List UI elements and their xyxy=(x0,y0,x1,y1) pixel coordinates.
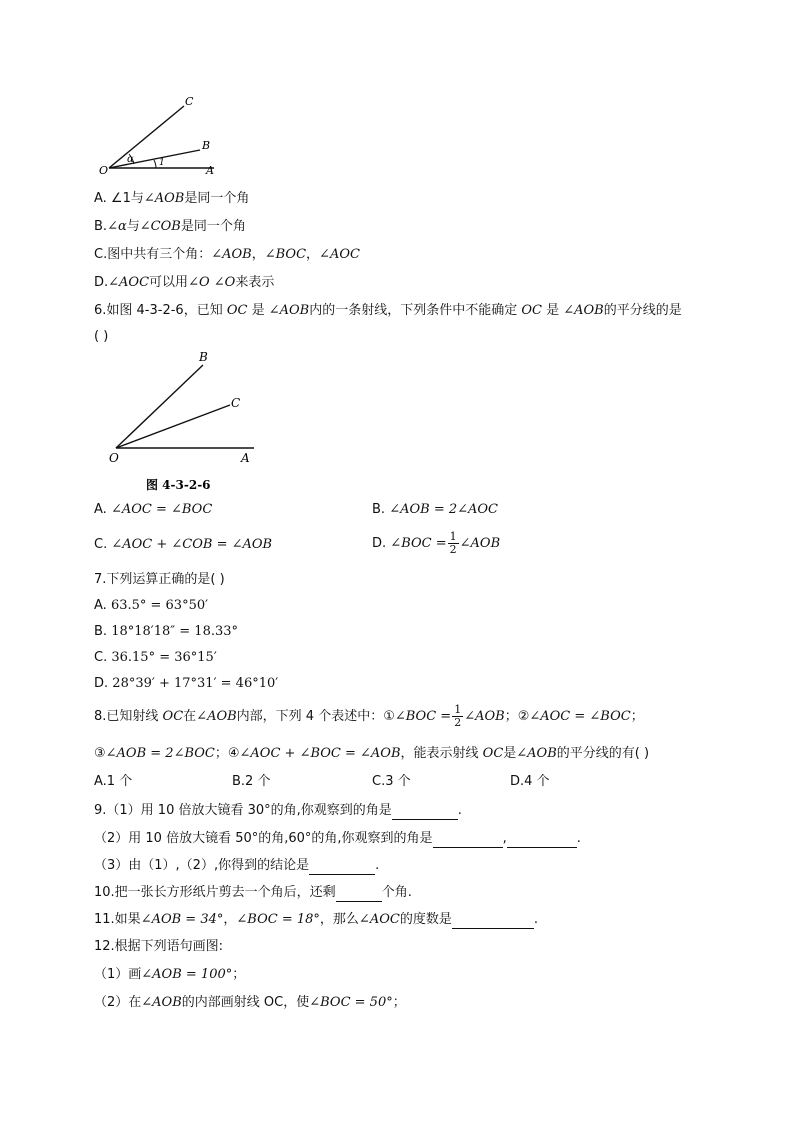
q5-d-math-3: ∠O xyxy=(213,275,236,290)
q11-text: 11.如果 xyxy=(94,912,141,927)
q8-aob-2: ∠AOB xyxy=(516,746,557,761)
q8-stem-line-2 xyxy=(94,745,649,763)
q11 xyxy=(94,911,538,929)
q11-text-end: . xyxy=(533,912,538,927)
answer-blank[interactable] xyxy=(433,834,503,848)
label-b: B xyxy=(202,139,211,152)
q7-option-b xyxy=(94,623,238,641)
q12-text-3: 的内部画射线 OC，使 xyxy=(181,995,310,1010)
q7-d-math: 28°39′ + 17°31′ = 46°10′ xyxy=(112,676,279,691)
q8-option-b: B.2 个 xyxy=(232,774,271,789)
q9-part-2 xyxy=(94,830,581,848)
q12-text-1-end: ； xyxy=(232,967,246,982)
q5-a-text-2: 是同一个角 xyxy=(184,191,250,206)
q6-oc-2: OC xyxy=(521,303,542,318)
q8-expr-3: ∠AOB = 2∠BOC xyxy=(105,746,215,761)
q7-c-math: 36.15° = 36°15′ xyxy=(111,650,217,665)
q5-b-text: B. xyxy=(94,219,108,234)
q10-text-end: 个角. xyxy=(381,885,412,900)
q6-b-math: ∠AOB = 2∠AOC xyxy=(389,502,499,517)
q8-option-c: C.3 个 xyxy=(372,774,411,789)
q8-expr-1-lhs: ∠BOC = xyxy=(394,709,452,724)
q9-text-2-sep: , xyxy=(502,831,507,846)
fraction-half xyxy=(448,531,459,556)
q11-expr-2: ∠BOC = 18° xyxy=(236,912,320,927)
fraction-numerator: 1 xyxy=(454,703,462,716)
q7-a-label: A. xyxy=(94,598,107,613)
label-alpha: α xyxy=(127,154,134,165)
q5-d-text-3: 来表示 xyxy=(235,275,275,290)
answer-blank[interactable] xyxy=(452,915,534,929)
label-a: A xyxy=(206,164,214,177)
q9-text-3-end: . xyxy=(375,858,380,873)
q6-b-label: B. xyxy=(372,502,386,517)
q5-d-math: ∠AOC xyxy=(108,275,150,290)
q12-text-2-end: ； xyxy=(392,995,406,1010)
q12-text-1: （1）画 xyxy=(94,967,142,982)
q5-c-math: ∠AOB xyxy=(211,247,252,262)
q7-option-a xyxy=(94,597,208,615)
answer-blank[interactable] xyxy=(336,888,382,902)
q8-oc: OC xyxy=(162,709,184,724)
q5-d-text-2: 可以用 xyxy=(149,275,189,290)
q5-b-math: ∠α xyxy=(107,219,127,234)
q8-text-8: ，能表示射线 xyxy=(400,746,483,761)
q8-text-3: 内部，下列 4 个表述中：① xyxy=(236,709,395,724)
q9-part-3 xyxy=(94,857,379,875)
fraction-half xyxy=(452,704,463,729)
q5-c-sep-2: ， xyxy=(306,247,320,262)
q6-c-label: C. xyxy=(94,537,108,552)
q6-a-math: ∠AOC = ∠BOC xyxy=(110,502,213,517)
label-c: C xyxy=(185,95,194,108)
label-o: O xyxy=(99,164,109,177)
q8-text-4: ；② xyxy=(504,709,530,724)
q7-b-label: B. xyxy=(94,624,108,639)
q12-expr-1: ∠AOB = 100° xyxy=(141,967,233,982)
answer-blank[interactable] xyxy=(309,861,375,875)
q5-b-math-2: ∠COB xyxy=(139,219,181,234)
q8-text-9: 是 xyxy=(503,746,517,761)
q11-expr-3: ∠AOC xyxy=(358,912,400,927)
q9-text-1-end: . xyxy=(457,803,462,818)
label-c: C xyxy=(231,396,241,410)
q6-stem-text: 6.如图 4-3-2-6，已知 xyxy=(94,303,227,318)
label-1: 1 xyxy=(159,158,165,168)
q5-option-d xyxy=(94,274,274,292)
label-a: A xyxy=(241,451,250,465)
fraction-denominator: 2 xyxy=(449,543,457,556)
q6-stem xyxy=(94,302,682,320)
q6-stem-text-3: 内的一条射线，下列条件中不能确定 xyxy=(309,303,522,318)
q6-stem-text-2: 是 xyxy=(247,303,269,318)
q5-b-text-3: 是同一个角 xyxy=(180,219,246,234)
q5-c-sep: ， xyxy=(251,247,265,262)
answer-blank[interactable] xyxy=(507,834,577,848)
label-o: O xyxy=(109,451,119,465)
ray-oc xyxy=(109,106,184,168)
q6-option-c xyxy=(94,536,272,554)
q9-text-3: （3）由（1）,（2）,你得到的结论是 xyxy=(94,858,310,873)
q11-sep: ， xyxy=(223,912,237,927)
fraction-denominator: 2 xyxy=(454,716,462,729)
arc-1 xyxy=(154,160,156,168)
q5-option-c xyxy=(94,246,360,264)
q9-part-1 xyxy=(94,802,462,820)
q8-expr-4: ∠AOC + ∠BOC = ∠AOB xyxy=(239,746,401,761)
q6-d-math-2: ∠AOB xyxy=(459,536,501,551)
q9-text-1: 9.（1）用 10 倍放大镜看 30°的角,你观察到的角是 xyxy=(94,803,392,818)
q7-option-c xyxy=(94,649,217,667)
q6-answer-paren: ( ) xyxy=(94,329,109,344)
q6-stem-text-5: 的平分线的是 xyxy=(603,303,682,318)
q7-b-math: 18°18′18″ = 18.33° xyxy=(111,624,239,639)
q5-a-text: A. ∠1与 xyxy=(94,191,144,206)
q5-b-text-2: 与 xyxy=(126,219,140,234)
q6-stem-text-4: 是 xyxy=(541,303,564,318)
q6-option-b xyxy=(372,501,498,519)
q12-expr-2: ∠AOB xyxy=(141,995,182,1010)
ray-oc xyxy=(116,405,230,448)
q5-c-math-2: ∠BOC xyxy=(264,247,307,262)
q7-a-math: 63.5° = 63°50′ xyxy=(110,598,209,613)
q12-expr-3: ∠BOC = 50° xyxy=(309,995,393,1010)
q12-stem: 12.根据下列语句画图: xyxy=(94,939,224,954)
q8-option-a: A.1 个 xyxy=(94,774,133,789)
q6-oc: OC xyxy=(226,303,248,318)
q5-c-text: C.图中共有三个角： xyxy=(94,247,212,262)
q6-a-label: A. xyxy=(94,502,107,517)
q6-d-label: D. xyxy=(372,536,387,551)
q8-text-7: ；④ xyxy=(214,746,240,761)
q5-option-a xyxy=(94,190,249,208)
q12-text-2: （2）在 xyxy=(94,995,142,1010)
q8-text-5: ； xyxy=(630,709,644,724)
q8-option-d: D.4 个 xyxy=(510,774,550,789)
q10 xyxy=(94,884,412,902)
q6-option-d xyxy=(372,530,500,558)
answer-blank[interactable] xyxy=(392,806,458,820)
q8-text-10: 的平分线的有( ) xyxy=(556,746,650,761)
q7-option-d xyxy=(94,675,278,693)
q8-aob: ∠AOB xyxy=(196,709,237,724)
q7-d-label: D. xyxy=(94,676,109,691)
q7-stem: 7.下列运算正确的是( ) xyxy=(94,572,225,587)
fraction-numerator: 1 xyxy=(449,530,457,543)
q12-part-2 xyxy=(94,994,406,1012)
q5-option-b xyxy=(94,218,246,236)
angle-figure-2 xyxy=(100,345,270,495)
label-b: B xyxy=(199,350,208,364)
q6-d-math: ∠BOC = xyxy=(390,536,447,551)
q8-text-6: ③ xyxy=(94,746,106,761)
q8-stem-line-1 xyxy=(94,703,644,731)
q9-text-2: （2）用 10 倍放大镜看 50°的角,60°的角,你观察到的角是 xyxy=(94,831,433,846)
q6-aob: ∠AOB xyxy=(268,303,310,318)
q10-text: 10.把一张长方形纸片剪去一个角后，还剩 xyxy=(94,885,336,900)
q8-oc-2: OC xyxy=(482,746,504,761)
q12-part-1 xyxy=(94,966,245,984)
q9-text-2-end: . xyxy=(576,831,581,846)
q8-expr-2: ∠AOC = ∠BOC xyxy=(529,709,631,724)
q5-c-math-3: ∠AOC xyxy=(319,247,360,262)
q6-option-a xyxy=(94,501,212,519)
q7-c-label: C. xyxy=(94,650,108,665)
q6-aob-2: ∠AOB xyxy=(563,303,604,318)
ray-ob xyxy=(116,365,203,448)
q11-text-3: 的度数是 xyxy=(399,912,452,927)
q5-d-math-2: ∠O xyxy=(188,275,210,290)
q8-text: 8.已知射线 xyxy=(94,709,163,724)
ray-ob xyxy=(109,150,200,168)
q11-text-2: ，那么 xyxy=(319,912,359,927)
q5-d-text: D. xyxy=(94,275,109,290)
q8-expr-1-rhs: ∠AOB xyxy=(464,709,505,724)
q8-text-2: 在 xyxy=(183,709,197,724)
q11-expr-1: ∠AOB = 34° xyxy=(140,912,224,927)
q5-a-math: ∠AOB xyxy=(143,191,185,206)
figure-caption: 图 4-3-2-6 xyxy=(146,478,211,492)
q6-c-math: ∠AOC + ∠COB = ∠AOB xyxy=(111,537,273,552)
angle-figure-1 xyxy=(96,92,236,182)
